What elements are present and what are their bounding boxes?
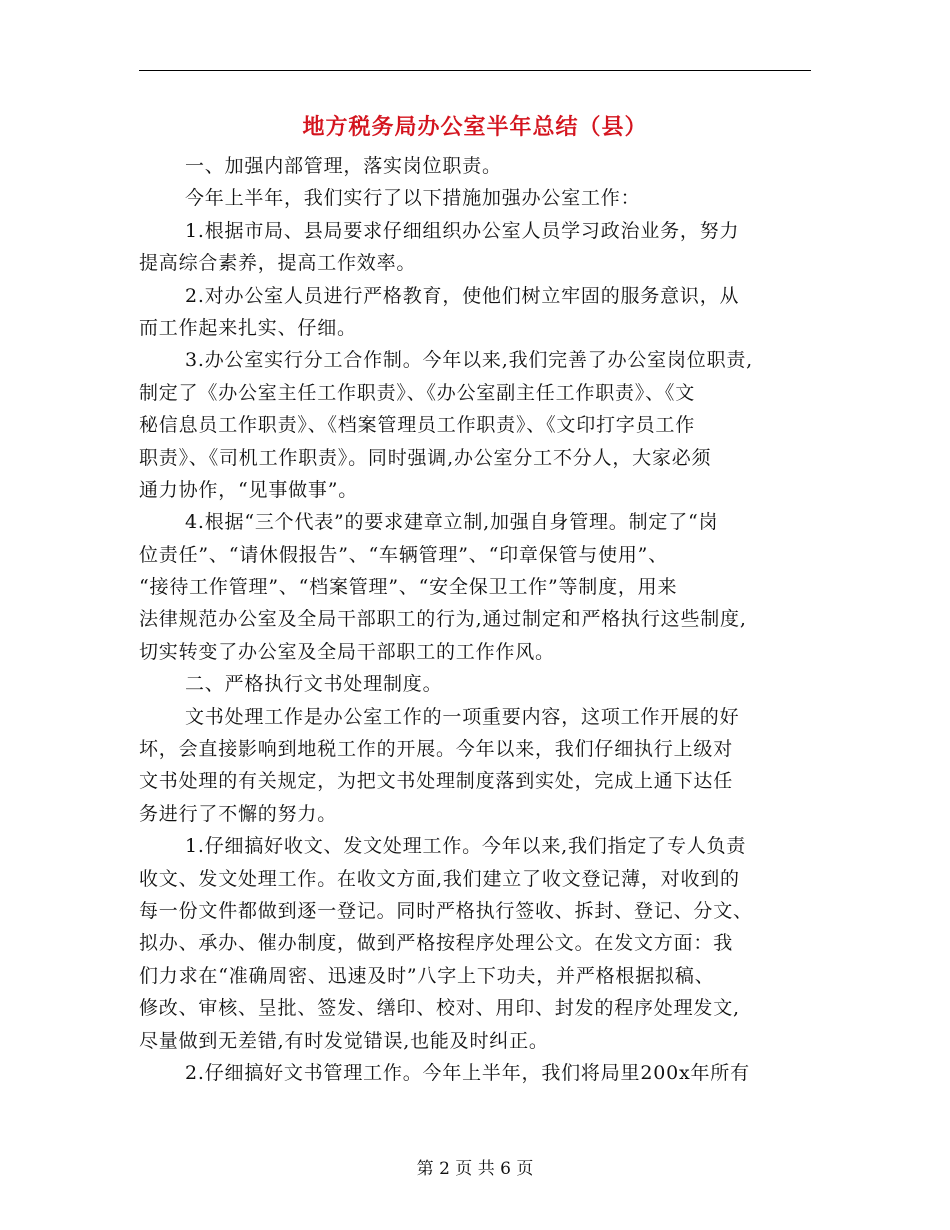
paragraph-line: 职责》、《司机工作职责》。同时强调,办公室分工不分人，大家必须 [139, 446, 712, 469]
paragraph-line: 坏，会直接影响到地税工作的开展。今年以来，我们仔细执行上级对 [139, 738, 734, 761]
section-heading: 一、加强内部管理，落实岗位职责。 [185, 155, 502, 177]
paragraph-line: 位责任”、“请休假报告”、“车辆管理”、“印章保管与使用”、 [139, 543, 668, 566]
paragraph-line: “接待工作管理”、“档案管理”、“安全保卫工作”等制度，用来 [139, 576, 678, 599]
paragraph-line: 切实转变了办公室及全局干部职工的工作作风。 [139, 640, 555, 663]
paragraph-line: 文书处理工作是办公室工作的一项重要内容，这项工作开展的好 [185, 705, 740, 728]
document-body [139, 150, 811, 1089]
paragraph-line: 秘信息员工作职责》、《档案管理员工作职责》、《文印打字员工作 [139, 414, 696, 437]
paragraph-line: 通力协作，“见事做事”。 [139, 478, 359, 501]
paragraph-line: 们力求在“准确周密、迅速及时”八字上下功夫，并严格根据拟稿、 [139, 964, 715, 987]
paragraph-line: 1.仔细搞好收文、发文处理工作。今年以来,我们指定了专人负责 [185, 835, 747, 858]
paragraph-line: 修改、审核、呈批、签发、缮印、校对、用印、封发的程序处理发文, [139, 997, 740, 1020]
paragraph-line: 文书处理的有关规定，为把文书处理制度落到实处，完成上通下达任 [139, 770, 734, 793]
paragraph-line: 制定了《办公室主任工作职责》、《办公室副主任工作职责》、《文 [139, 381, 696, 404]
page-number-footer: 第 2 页 共 6 页 [416, 1159, 534, 1179]
paragraph-line: 1.根据市局、县局要求仔细组织办公室人员学习政治业务，努力 [185, 219, 740, 242]
paragraph-line: 尽量做到无差错,有时发觉错误,也能及时纠正。 [139, 1029, 549, 1052]
paragraph-line: 务进行了不懈的努力。 [139, 802, 338, 825]
document-title: 地方税务局办公室半年总结（县） [302, 114, 648, 140]
paragraph-line: 每一份文件都做到逐一登记。同时严格执行签收、拆封、登记、分文、 [139, 899, 753, 922]
paragraph-line: 而工作起来扎实、仔细。 [139, 316, 357, 339]
paragraph-line: 收文、发文处理工作。在收文方面,我们建立了收文登记薄，对收到的 [139, 867, 740, 890]
paragraph-line: 2.对办公室人员进行严格教育，使他们树立牢固的服务意识，从 [185, 284, 740, 307]
header-rule [139, 70, 811, 71]
paragraph-line: 提高综合素养，提高工作效率。 [139, 252, 417, 275]
paragraph-line: 拟办、承办、催办制度，做到严格按程序处理公文。在发文方面：我 [139, 932, 734, 955]
paragraph-line: 今年上半年，我们实行了以下措施加强办公室工作： [185, 187, 641, 210]
paragraph-line: 2.仔细搞好文书管理工作。今年上半年，我们将局里200x年所有 [185, 1061, 750, 1084]
paragraph-line: 4.根据“三个代表”的要求建章立制,加强自身管理。制定了“岗 [185, 511, 719, 534]
paragraph-line: 3.办公室实行分工合作制。今年以来,我们完善了办公室岗位职责, [185, 349, 754, 372]
paragraph-line: 法律规范办公室及全局干部职工的行为,通过制定和严格执行这些制度, [139, 608, 747, 631]
section-heading: 二、严格执行文书处理制度。 [185, 673, 443, 696]
